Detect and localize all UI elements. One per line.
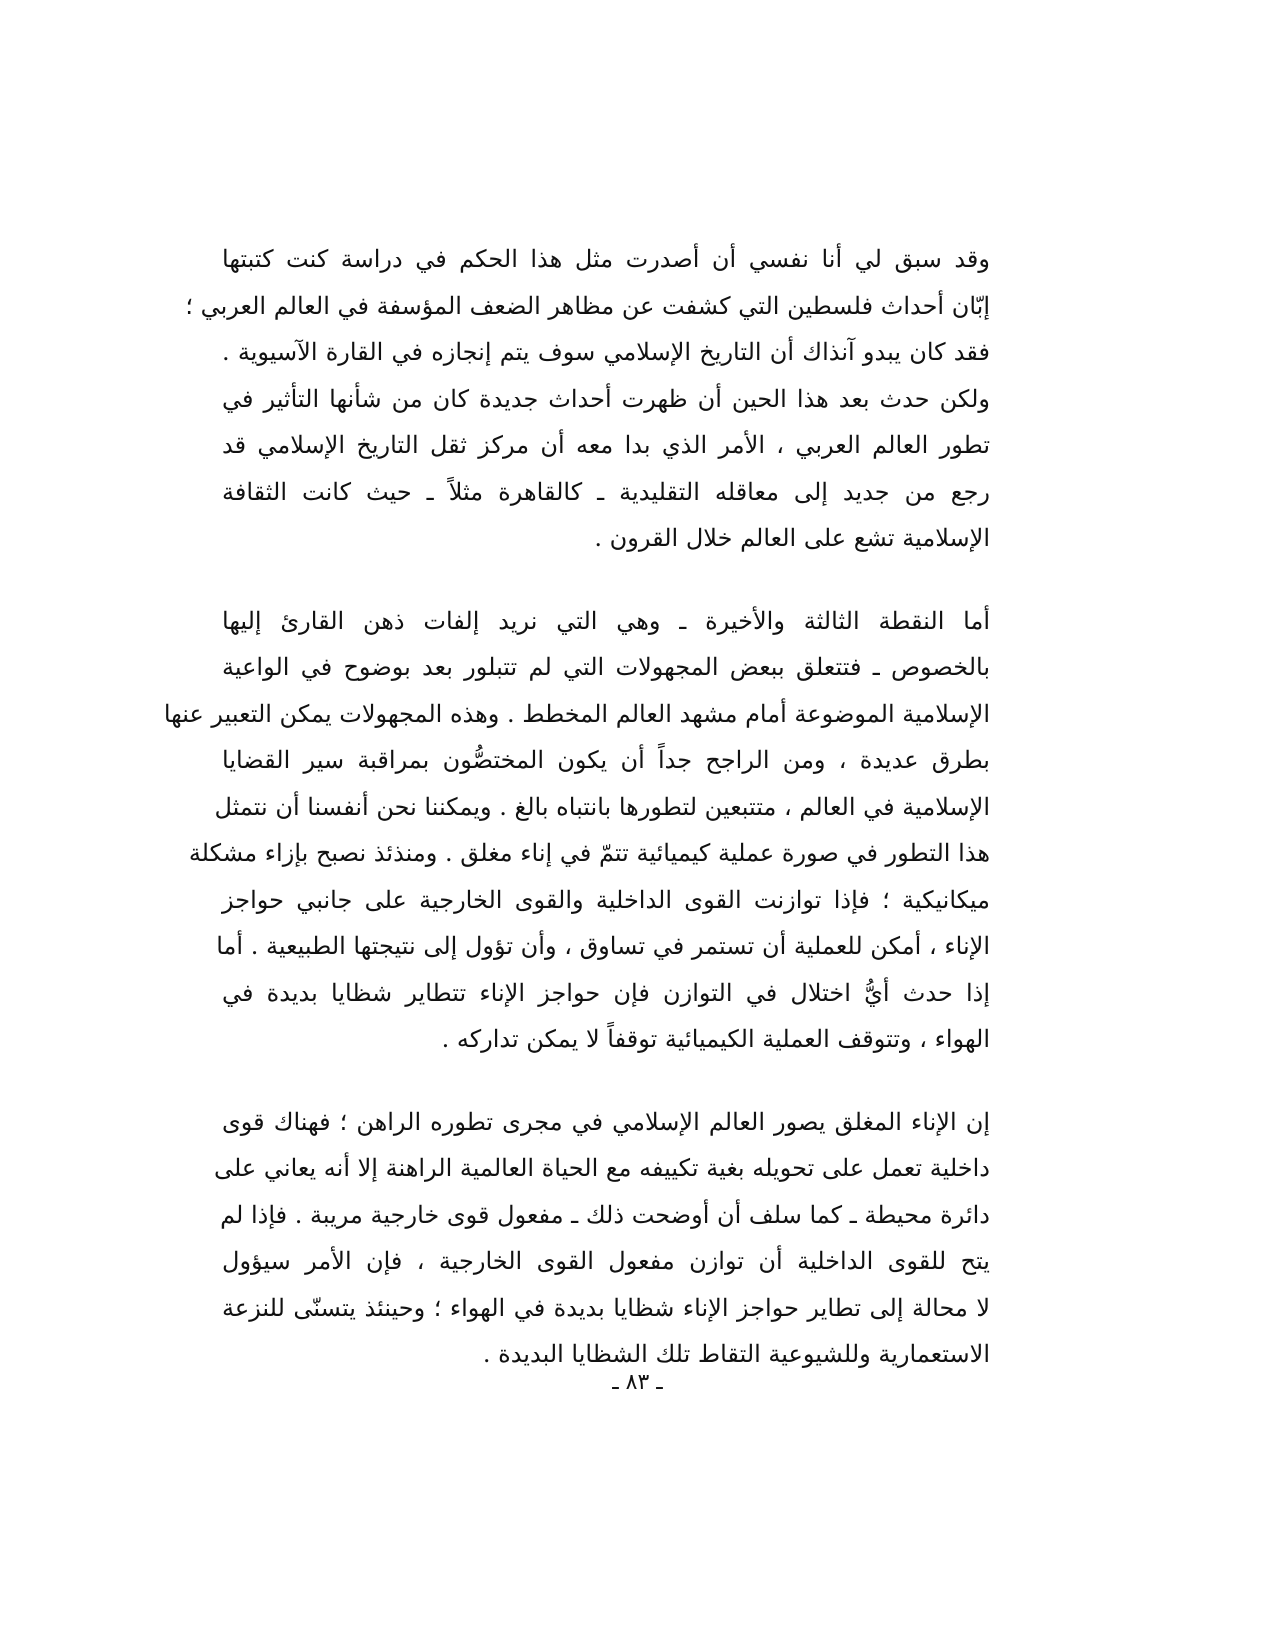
body-text — [163, 236, 991, 1414]
text-line: دائرة محيطة ـ كما سلف أن أوضحت ذلك ـ مفعول قوى خارجية مريبة . فإذا لم — [220, 1200, 990, 1229]
text-line: ولكن حدث بعد هذا الحين أن ظهرت أحداث جديدة كان من شأنها التأثير في — [222, 384, 990, 413]
text-line: بطرق عديدة ، ومن الراجح جداً أن يكون المختصُّون بمراقبة سير القضايا — [222, 746, 990, 774]
text-line: تطور العالم العربي ، الأمر الذي بدا معه أن مركز ثقل التاريخ الإسلامي قد — [222, 431, 991, 459]
text-line: داخلية تعمل على تحويله بغية تكييفه مع الحياة العالمية الراهنة إلا أنه يعاني على — [213, 1154, 990, 1182]
text-line: إبّان أحداث فلسطين التي كشفت عن مظاهر الضعف المؤسفة في العالم العربي ؛ — [185, 291, 990, 320]
text-line: يتح للقوى الداخلية أن توازن مفعول القوى الخارجية ، فإن الأمر سيؤول — [222, 1247, 990, 1275]
text-line: فقد كان يبدو آنذاك أن التاريخ الإسلامي سوف يتم إنجازه في القارة الآسيوية . — [222, 338, 990, 366]
text-line: أما النقطة الثالثة والأخيرة ـ وهي التي نريد إلفات ذهن القارئ إليها — [222, 606, 990, 635]
text-line: لا محالة إلى تطاير حواجز الإناء شظايا بديدة في الهواء ؛ وحينئذ يتسنّى للنزعة — [222, 1293, 990, 1322]
text-line: الاستعمارية وللشيوعية التقاط تلك الشظايا البديدة . — [482, 1340, 990, 1368]
text-line: الإناء ، أمكن للعملية أن تستمر في تساوق ، وأن تؤول إلى نتيجتها الطبيعية . أما — [216, 932, 990, 960]
page-number: ـ ٨٣ ـ — [612, 1370, 663, 1395]
text-line: ميكانيكية ؛ فإذا توازنت القوى الداخلية والقوى الخارجية على جانبي حواجز — [222, 885, 990, 914]
text-line: رجع من جديد إلى معاقله التقليدية ـ كالقاهرة مثلاً ـ حيث كانت الثقافة — [222, 477, 990, 506]
text-line: الهواء ، وتتوقف العملية الكيميائية توقفاً لا يمكن تداركه . — [441, 1025, 990, 1053]
text-line: إذا حدث أيُّ اختلال في التوازن فإن حواجز الإناء تتطاير شظايا بديدة في — [222, 978, 990, 1007]
paragraph-2 — [163, 598, 990, 1063]
text-line: بالخصوص ـ فتتعلق ببعض المجهولات التي لم تتبلور بعد بوضوح في الواعية — [222, 653, 990, 681]
text-line: الإسلامية تشع على العالم خلال القرون . — [594, 524, 990, 552]
text-line: إن الإناء المغلق يصور العالم الإسلامي في مجرى تطوره الراهن ؛ فهناك قوى — [222, 1107, 990, 1136]
text-line: وقد سبق لي أنا نفسي أن أصدرت مثل هذا الحكم في دراسة كنت كتبتها — [222, 245, 990, 273]
text-line: الإسلامية الموضوعة أمام مشهد العالم المخطط . وهذه المجهولات يمكن التعبير عنها — [163, 699, 990, 728]
paragraph-3 — [213, 1099, 990, 1378]
paragraph-1 — [185, 236, 991, 562]
text-line: هذا التطور في صورة عملية كيميائية تتمّ في إناء مغلق . ومنذئذ نصبح بإزاء مشكلة — [188, 839, 990, 867]
text-line: الإسلامية في العالم ، متتبعين لتطورها بانتباه بالغ . ويمكننا نحن أنفسنا أن نتمثل — [214, 792, 990, 821]
